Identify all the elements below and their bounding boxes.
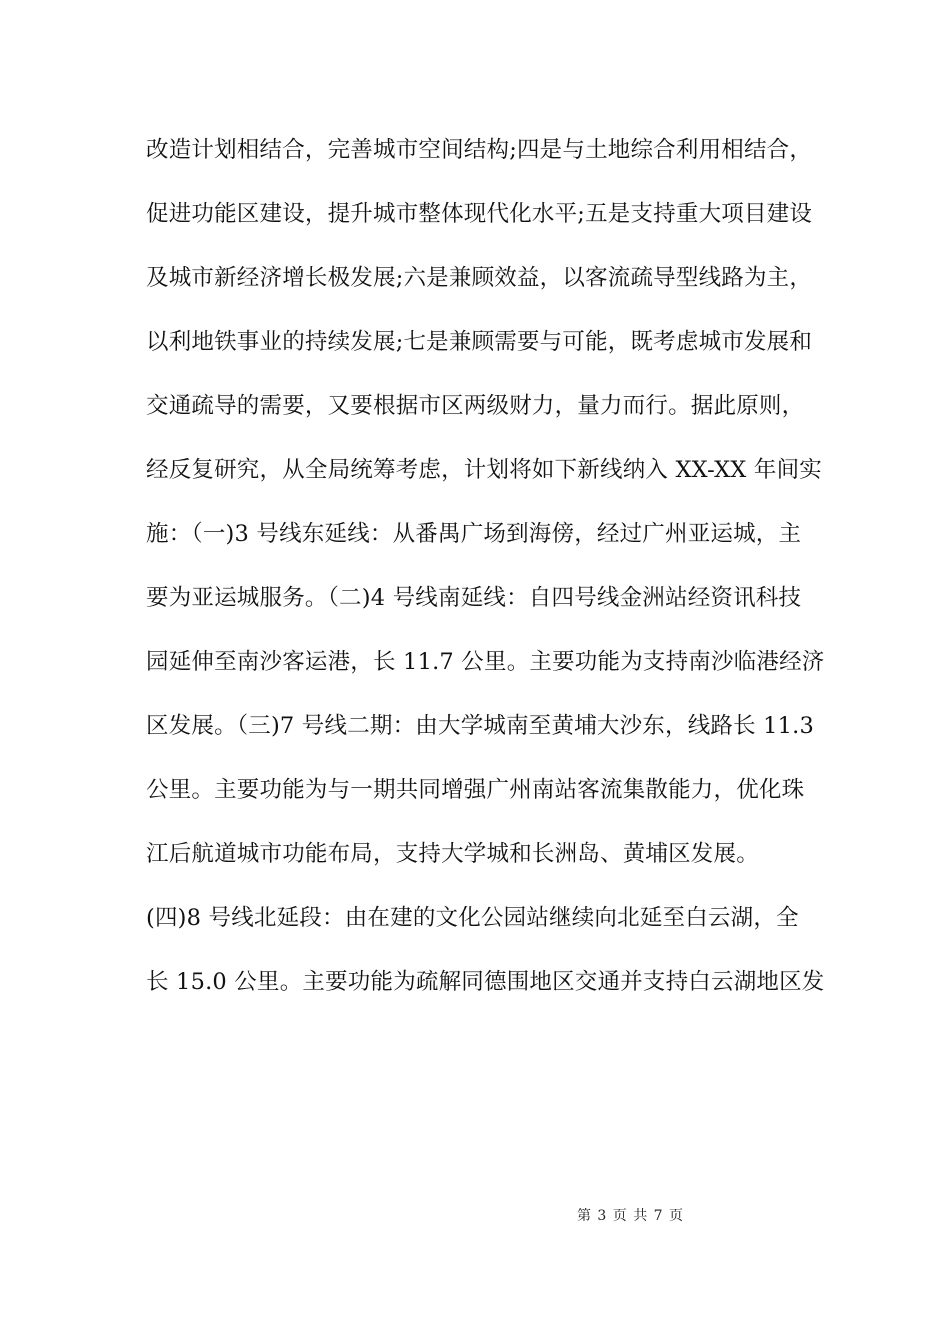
text-line-13: (四)8 号线北延段：由在建的文化公园站继续向北延至白云湖，全	[146, 905, 799, 931]
text-line-2: 促进功能区建设，提升城市整体现代化水平;五是支持重大项目建设	[146, 201, 813, 227]
page-footer: 第 3 页 共 7 页	[576, 1208, 684, 1224]
text-line-10: 区发展。（三)7 号线二期：由大学城南至黄埔大沙东，线路长 11.3	[146, 713, 815, 739]
text-line-4: 以利地铁事业的持续发展;七是兼顾需要与可能，既考虑城市发展和	[146, 329, 813, 355]
text-line-3: 及城市新经济增长极发展;六是兼顾效益，以客流疏导型线路为主，	[146, 265, 813, 291]
text-line-5: 交通疏导的需要，又要根据市区两级财力，量力而行。据此原则，	[146, 393, 805, 419]
text-line-9: 园延伸至南沙客运港，长 11.7 公里。主要功能为支持南沙临港经济	[146, 649, 825, 675]
text-line-7: 施：（一)3 号线东延线：从番禺广场到海傍，经过广州亚运城，主	[146, 521, 802, 547]
text-line-11: 公里。主要功能为与一期共同增强广州南站客流集散能力，优化珠	[146, 777, 805, 803]
text-line-8: 要为亚运城服务。（二)4 号线南延线：自四号线金洲站经资讯科技	[146, 585, 802, 611]
text-line-14: 长 15.0 公里。主要功能为疏解同德围地区交通并支持白云湖地区发	[146, 969, 825, 995]
text-line-1: 改造计划相结合，完善城市空间结构;四是与土地综合利用相结合，	[146, 137, 813, 163]
body-text	[146, 128, 825, 1024]
text-line-6: 经反复研究，从全局统筹考虑，计划将如下新线纳入 XX-XX 年间实	[146, 457, 822, 483]
text-line-12: 江后航道城市功能布局，支持大学城和长洲岛、黄埔区发展。	[146, 841, 759, 867]
